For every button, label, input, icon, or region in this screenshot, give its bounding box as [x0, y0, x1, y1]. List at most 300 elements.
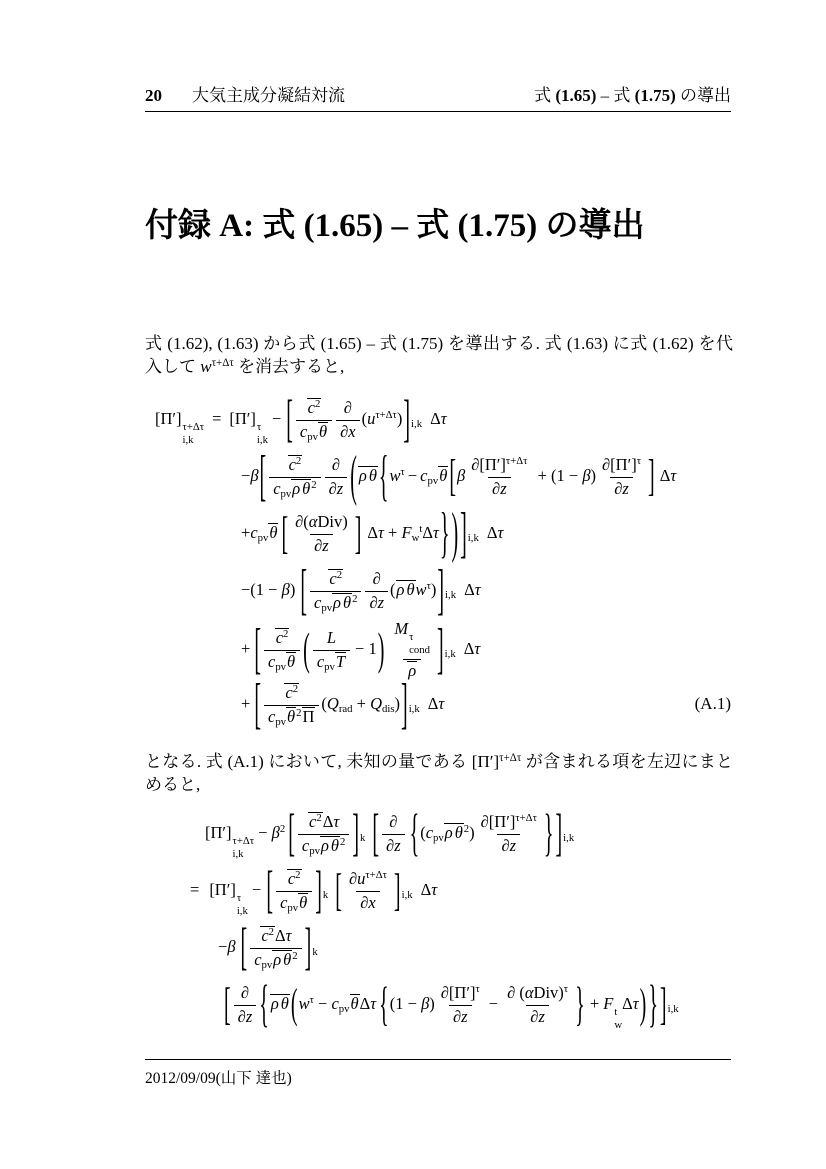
math-text: τ [475, 983, 480, 996]
math-text: Δ [420, 880, 432, 899]
math-variable: c [285, 682, 293, 702]
math-text: − [313, 994, 332, 1013]
spacer [456, 653, 464, 654]
numerator [503, 982, 572, 1005]
math-variable: β [281, 580, 290, 599]
math-variable: τ [431, 880, 438, 899]
numerator [283, 868, 306, 891]
math-variable: θ [269, 523, 278, 542]
math-text: ∂[Π′] [602, 455, 637, 475]
delimiter: ] [393, 865, 401, 917]
math-variable: τ [333, 811, 340, 831]
fraction [437, 982, 484, 1028]
math-variable: c [299, 421, 308, 441]
math-text: + [241, 694, 251, 713]
denominator [356, 891, 379, 915]
script-row [614, 1006, 617, 1019]
fraction [382, 811, 405, 857]
fraction [310, 568, 361, 615]
superscript [506, 455, 528, 467]
math-text: + [383, 523, 402, 542]
overline-bar [396, 580, 406, 599]
script-row [237, 905, 248, 918]
subscript [360, 832, 365, 844]
math-text: Π [302, 706, 315, 726]
math-text: [Π′] [229, 409, 256, 428]
math-text: Δ [430, 409, 441, 428]
math-variable: w [298, 994, 310, 1013]
math-text: w [411, 532, 420, 545]
spacer [420, 708, 428, 709]
math-variable: x [368, 892, 376, 912]
math-variable: c [254, 949, 262, 969]
fraction [296, 397, 332, 444]
math-text: ∂ [614, 478, 623, 498]
superscript [515, 812, 537, 824]
math-text: − [241, 466, 251, 485]
superscript [340, 836, 345, 848]
superscript [401, 466, 405, 478]
math-variable: c [309, 811, 317, 831]
fraction [390, 618, 434, 682]
math-text: Δ [359, 994, 371, 1013]
subscript [668, 1003, 679, 1015]
math-text: ∂ [386, 835, 395, 855]
spacer [285, 837, 287, 838]
overline-bar [320, 836, 330, 855]
math-text: – 式 [596, 86, 635, 105]
math-text: 2 [292, 683, 299, 696]
sub-superscript [257, 421, 268, 448]
script-row [233, 835, 255, 848]
delimiter: [ [300, 560, 307, 623]
equation-line [155, 390, 731, 447]
math-variable: ρ [444, 823, 453, 842]
math-variable: z [377, 592, 385, 612]
script-row [183, 434, 194, 447]
math-text: pv [427, 475, 439, 488]
overline-bar [286, 652, 296, 671]
math-text: + [352, 694, 371, 713]
subscript [402, 889, 413, 901]
subscript [409, 703, 420, 715]
math-text: − [488, 994, 499, 1013]
bold-text: (1.65) [555, 86, 597, 105]
denominator [276, 891, 312, 915]
math-variable: τ [474, 580, 481, 599]
sub-superscript [409, 631, 430, 658]
math-text: τ [400, 466, 405, 479]
math-variable: θ [439, 466, 448, 485]
superscript [365, 869, 387, 881]
math-text: ∂[Π′] [440, 983, 476, 1003]
fraction [264, 682, 319, 729]
superscript [375, 409, 397, 421]
superscript [295, 869, 300, 881]
equation-line [241, 446, 731, 509]
overline-bar [275, 628, 290, 647]
math-text: 2 [339, 835, 346, 848]
math-variable: τ [474, 638, 481, 658]
math-text: τ [563, 983, 569, 996]
math-variable: M [394, 619, 409, 638]
subscript [321, 602, 332, 614]
equation-a1 [145, 390, 731, 737]
numerator [598, 454, 645, 477]
subscript [445, 589, 456, 601]
math-text: + [585, 994, 604, 1013]
math-text: 2 [292, 949, 298, 962]
delimiter: ] [352, 805, 359, 863]
script-row [183, 421, 205, 434]
delimiter: [ [335, 865, 342, 917]
equation-line [241, 560, 731, 623]
denominator [264, 705, 319, 729]
subscript [281, 488, 292, 500]
numerator [303, 397, 326, 420]
overline-bar [438, 466, 448, 485]
math-text: ( [321, 694, 327, 713]
math-text: pv [257, 532, 269, 545]
math-text: pv [261, 958, 273, 971]
math-text: cond [409, 644, 430, 657]
math-variable: c [261, 925, 269, 945]
header-left [145, 86, 345, 106]
math-text: w [614, 1019, 623, 1032]
math-variable: τ [670, 466, 677, 485]
math-variable: ρ [396, 580, 405, 599]
denominator [313, 650, 350, 674]
page-number: 20 [145, 86, 162, 105]
delimiter: } [543, 805, 554, 863]
math-variable: c [250, 523, 258, 542]
subscript [309, 845, 320, 857]
subscript [411, 418, 422, 430]
delimiter: [ [288, 805, 295, 863]
footer-text: 2012/09/09(山下 達也) [145, 1070, 292, 1087]
math-text: ∂ [372, 569, 381, 589]
numerator [345, 868, 391, 891]
superscript [337, 569, 342, 581]
math-variable: θ [368, 466, 377, 485]
math-text: (1 − [389, 994, 422, 1013]
denominator [365, 591, 388, 615]
overline-bar [330, 836, 340, 855]
sub-superscript [237, 892, 248, 919]
math-variable: c [301, 835, 310, 855]
math-text: 2 [279, 823, 286, 836]
math-text: 2 [316, 812, 322, 825]
paragraph-intro [145, 332, 733, 378]
math-variable: θ [330, 835, 339, 855]
math-text: k [312, 946, 318, 959]
math-text: τ [256, 420, 262, 433]
denominator [610, 477, 633, 501]
spacer [407, 837, 409, 838]
equation-line [241, 674, 731, 737]
math-text: i,k [667, 1003, 679, 1016]
numerator [271, 627, 294, 650]
numerator [385, 811, 401, 834]
fraction [298, 811, 349, 858]
math-variable: Q [370, 694, 383, 713]
fraction [276, 868, 312, 915]
math-text: ) [396, 409, 403, 428]
math-variable: τ [438, 694, 445, 713]
numerator [340, 397, 356, 420]
math-variable: c [280, 892, 288, 912]
math-text: pv [321, 601, 333, 614]
script-row [237, 892, 241, 905]
numerator [324, 568, 347, 591]
delimiter: ] [304, 919, 312, 977]
fraction [598, 454, 645, 500]
math-text: pv [433, 832, 444, 845]
math-text: rad [338, 703, 353, 716]
spacer [281, 423, 285, 424]
math-text: 2 [311, 478, 317, 491]
fraction [264, 627, 300, 674]
superscript [280, 823, 285, 835]
math-text: Div) [317, 512, 348, 532]
overline-bar [318, 422, 328, 441]
overline-bar [358, 466, 368, 485]
delimiter: ( [350, 446, 357, 509]
superscript [296, 455, 301, 467]
denominator [264, 650, 300, 674]
delimiter: ] [437, 619, 444, 681]
math-text: [Π′] [205, 823, 232, 842]
math-variable: ρ [320, 835, 329, 855]
math-text: k [360, 832, 366, 845]
delimiter: [ [254, 674, 261, 737]
delimiter: ] [403, 391, 411, 449]
math-variable: c [420, 466, 428, 485]
overline-bar [308, 812, 323, 831]
header-rule [145, 111, 731, 112]
math-text: k [322, 889, 329, 902]
spacer [385, 653, 388, 654]
equation-rearranged [145, 804, 731, 1032]
math-variable: c [267, 706, 276, 726]
math-text: [Π′] [209, 880, 236, 899]
math-variable: L [326, 627, 337, 647]
overline-bar [260, 926, 275, 945]
math-text: τ [409, 630, 414, 643]
subscript [323, 889, 328, 901]
math-variable: ρ [358, 466, 367, 485]
overline-bar [298, 893, 308, 912]
math-variable: F [401, 523, 412, 542]
delimiter: ) [377, 624, 385, 676]
math-variable: τ [378, 523, 384, 542]
math-text: 2 [352, 592, 358, 605]
math-text: ∂ [501, 835, 510, 855]
overline-bar [284, 683, 299, 702]
math-text: − [218, 937, 228, 956]
math-text: ( [390, 580, 396, 599]
denominator [497, 834, 520, 858]
math-text: i,k [411, 418, 423, 431]
math-variable: τ [370, 994, 377, 1013]
math-text: Δ [486, 523, 498, 542]
math-variable: β [227, 937, 236, 956]
math-text: τ+Δτ [182, 420, 205, 433]
math-text: + (1 − [533, 466, 583, 485]
overline-bar [270, 994, 280, 1013]
superscript [352, 593, 357, 605]
math-text: ) [469, 823, 475, 842]
math-text: ∂ [331, 455, 340, 475]
subscript [275, 716, 286, 728]
math-text: i,k [236, 905, 248, 918]
script-row [409, 644, 430, 657]
math-text: τ+Δτ [211, 356, 234, 369]
spacer [328, 894, 334, 895]
math-text: τ [309, 994, 314, 1007]
math-variable: c [314, 592, 322, 612]
denominator [382, 834, 405, 858]
numerator [477, 811, 541, 834]
math-variable: α [308, 512, 318, 532]
superscript [269, 926, 274, 938]
math-text: τ+Δτ [232, 834, 255, 847]
delimiter: ] [648, 453, 655, 502]
math-variable: w [200, 357, 212, 376]
math-variable: θ [350, 994, 359, 1013]
delimiter: ] [555, 805, 563, 863]
math-variable: ρ [292, 478, 301, 498]
math-text: − 1 [355, 638, 377, 658]
math-text: Δ [659, 466, 671, 485]
math-text: pv [275, 660, 287, 673]
equation-line [218, 918, 731, 975]
superscript [316, 812, 321, 824]
numerator [467, 454, 531, 477]
delimiter: ] [401, 674, 408, 737]
fraction [291, 511, 352, 557]
math-variable: θ [342, 592, 352, 612]
numerator [237, 982, 253, 1005]
delimiter: ( [303, 624, 310, 676]
math-text: 2 [268, 926, 274, 939]
header-section-title [534, 86, 731, 106]
math-text: ∂ [389, 812, 398, 832]
overline-bar [350, 994, 360, 1013]
math-text: i,k [232, 848, 244, 861]
math-text: −(1 − [241, 580, 282, 599]
delimiter: [ [254, 619, 261, 681]
math-text: pv [309, 844, 320, 857]
delimiter: [ [224, 979, 231, 1031]
overline-bar [268, 523, 278, 542]
equation-line [205, 804, 731, 861]
math-text: 2 [295, 869, 301, 882]
fraction [467, 454, 531, 500]
numerator [390, 618, 434, 659]
denominator [449, 1005, 472, 1029]
sub-superscript [183, 421, 205, 448]
math-variable: z [461, 1006, 468, 1026]
math-text: 2 [295, 455, 302, 468]
math-variable: τ [432, 523, 439, 542]
delimiter: [ [240, 919, 248, 977]
delimiter: ( [290, 982, 298, 1029]
denominator [336, 420, 359, 444]
delimiter: ] [315, 862, 322, 920]
subscript [382, 703, 395, 715]
numerator [280, 682, 303, 705]
math-text: τ [236, 891, 242, 904]
overline-bar [454, 823, 464, 842]
overline-bar [332, 593, 342, 612]
subscript [445, 648, 456, 660]
subscript [287, 902, 298, 914]
fraction [234, 982, 257, 1028]
math-text: τ+Δτ [499, 751, 522, 764]
math-variable: F [603, 994, 614, 1013]
math-text: ∂( [295, 512, 309, 532]
math-text: − [271, 409, 282, 428]
math-text: τ+Δτ [505, 455, 528, 468]
subscript [258, 532, 269, 544]
math-variable: c [275, 627, 284, 647]
math-text: 2 [283, 627, 289, 640]
math-text: 式 (1.62), (1.63) から式 (1.65) – 式 (1.75) を導出する. 式 (1.63) に式 (1.62) を代入して [145, 334, 733, 376]
superscript [564, 983, 568, 995]
overline-bar [328, 569, 343, 588]
subscript [324, 661, 335, 673]
math-variable: ρ [270, 994, 279, 1013]
math-text: Δ [422, 523, 433, 542]
math-variable: c [307, 397, 315, 417]
script-row [409, 631, 413, 644]
math-variable: θ [318, 421, 328, 441]
denominator [234, 1005, 257, 1029]
math-text: ∂ [452, 1006, 462, 1026]
numerator [284, 454, 307, 477]
superscript [292, 950, 297, 962]
spacer [278, 537, 280, 538]
math-text: pv [280, 487, 292, 500]
math-variable: T [335, 651, 346, 671]
math-text: − [407, 466, 418, 485]
fraction [365, 568, 388, 614]
numerator [369, 568, 385, 591]
superscript [637, 455, 641, 467]
math-variable: c [425, 823, 434, 842]
math-text: ) [590, 466, 597, 485]
math-variable: z [322, 535, 329, 555]
overline-bar [368, 466, 378, 485]
script-row [614, 1019, 622, 1032]
spacer [236, 951, 240, 952]
math-text: が含まれる項を左辺にまとめると, [145, 752, 734, 794]
math-variable: β [421, 994, 430, 1013]
math-text: = [212, 409, 222, 428]
math-text: τ [636, 455, 642, 468]
math-variable: c [287, 868, 296, 888]
math-text: pv [307, 430, 318, 443]
numerator [328, 454, 344, 477]
math-variable: z [509, 835, 517, 855]
math-text: ∂[Π′] [480, 812, 516, 832]
spacer [479, 537, 487, 538]
equation-line [223, 975, 731, 1032]
math-text: i,k [563, 832, 575, 845]
spacer [199, 894, 209, 895]
spacer [204, 423, 212, 424]
